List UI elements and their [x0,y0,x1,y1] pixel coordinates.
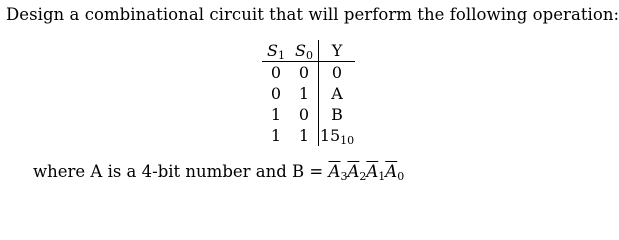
cell-s1: 1 [270,126,282,145]
complement-term-letter: A [347,162,360,181]
table-row [262,125,355,146]
table-row [262,104,355,125]
header-s0 [290,40,319,62]
header-s1-letter: S [267,41,278,60]
complement-term-subscript: 3 [340,170,348,183]
cell-y-value: 0 [331,63,343,82]
cell-s0: 1 [298,126,310,145]
cell-s1: 0 [270,63,282,82]
cell-s0: 0 [298,63,310,82]
cell-y-value: 15 [319,126,341,145]
complement-term-subscript: 1 [378,170,386,183]
table-row [262,83,355,104]
complement-term-letter: A [385,162,398,181]
complement-term-subscript: 2 [359,170,367,183]
complement-term [366,162,385,181]
complement-term [347,162,366,181]
complement-term-letter: A [328,162,341,181]
complement-term-letter: A [366,162,379,181]
cell-s0: 0 [298,105,310,124]
cell-y-value: B [331,105,343,124]
cell-s0: 1 [298,84,310,103]
cell-s1: 1 [270,105,282,124]
complement-term [329,162,348,181]
table-row [262,62,355,84]
cell-y-subscript: 10 [340,134,355,147]
truth-table-header-row [262,40,355,62]
header-s0-subscript: 0 [305,49,313,62]
header-s1 [262,40,290,62]
header-s0-letter: S [295,41,306,60]
cell-y-value: A [331,84,343,103]
complement-term [385,162,404,181]
header-y: Y [319,40,356,62]
cell-y [319,104,356,125]
cell-y [319,83,356,104]
cell-s1: 0 [270,84,282,103]
cell-y [319,62,356,84]
footer-prefix: where A is a 4-bit number and B = [33,162,329,181]
truth-table [262,40,355,146]
header-s1-subscript: 1 [277,49,285,62]
complement-term-subscript: 0 [397,170,405,183]
cell-y [319,125,356,146]
footer-text [33,162,404,181]
question-text: Design a combinational circuit that will perform the following operation: [6,5,619,24]
